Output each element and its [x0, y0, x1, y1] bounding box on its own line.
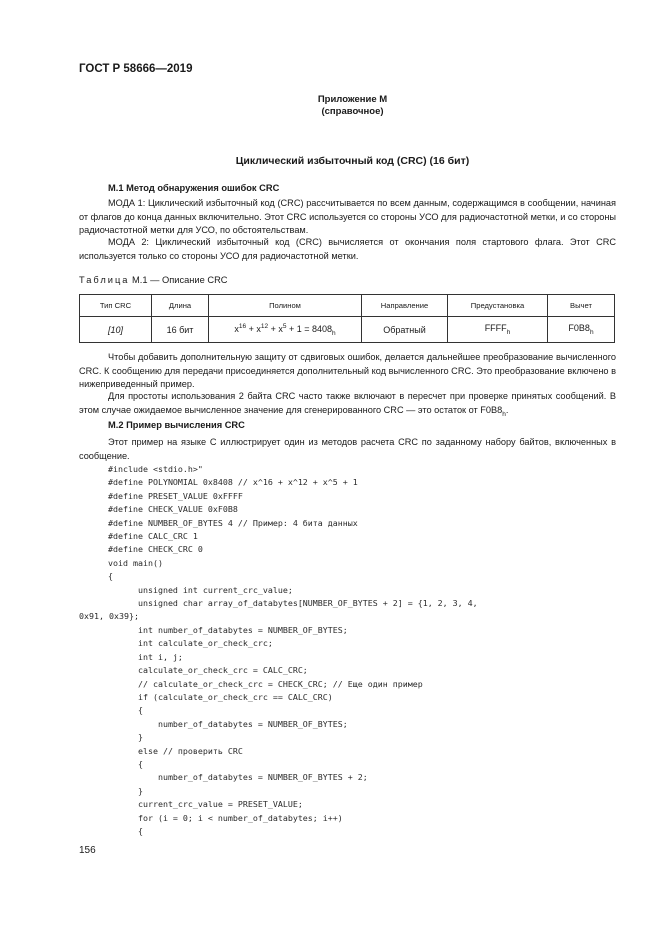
after-table-paragraph-1: Чтобы добавить дополнительную защиту от сдвиговых ошибок, делается дальнейшее преобразование вычисленного CRC. К сообщению для передачи присоединяется дополнительный код вычисленного CRC. Это преобразование включено в нижеприведенный пример.: [79, 352, 616, 389]
section-1-paragraph-2: МОДА 2: Циклический избыточный код (CRC) вычисляется от окончания поля стартового флага. Этот CRC используется только со стороны УСО для радиочастотной метки.: [79, 237, 616, 261]
code-line: else // проверить CRC: [108, 745, 243, 756]
code-line: int calculate_or_check_crc;: [108, 638, 273, 649]
cell-preset: $FFFF_h$: [448, 317, 548, 343]
code-line: int i, j;: [108, 651, 183, 662]
cell-polynomial: $x^{16} + x^{12} + x^5 + 1 = 8408_h$: [209, 317, 362, 343]
code-line: {: [108, 705, 143, 716]
code-line: unsigned char array_of_databytes[NUMBER_OF_BYTES + 2] = {1, 2, 3, 4,: [108, 598, 478, 609]
table-row: [80, 317, 615, 343]
code-line: // calculate_or_check_crc = CHECK_CRC; // Еще один пример: [108, 678, 423, 689]
code-line: {: [108, 825, 143, 836]
code-line: calculate_or_check_crc = CALC_CRC;: [108, 665, 308, 676]
code-line: #define CHECK_VALUE 0xF0B8: [108, 504, 238, 515]
code-line: #define POLYNOMIAL 0x8408 // x^16 + x^12 + x^5 + 1: [108, 477, 358, 488]
section-2-intro: Этот пример на языке С иллюстрирует один из методов расчета CRC по заданному набору байтов, включенных в сообщение.: [79, 437, 616, 461]
header-length: Длина: [152, 295, 209, 317]
code-line: if (calculate_or_check_crc == CALC_CRC): [108, 691, 333, 702]
header-preset: Предустановка: [448, 295, 548, 317]
code-line: #define NUMBER_OF_BYTES 4 // Пример: 4 бита данных: [108, 517, 358, 528]
header-direction: Направление: [362, 295, 448, 317]
section-1-heading: М.1 Метод обнаружения ошибок CRC: [108, 183, 280, 193]
code-line: #include <stdio.h>": [108, 464, 203, 474]
code-line: }: [108, 785, 143, 796]
standard-header: ГОСТ Р 58666—2019: [79, 63, 193, 75]
cell-length: 16 бит: [152, 317, 209, 343]
header-crc-type: Тип CRC: [80, 295, 152, 317]
code-line: current_crc_value = PRESET_VALUE;: [108, 799, 303, 810]
section-2-heading: М.2 Пример вычисления CRC: [108, 420, 245, 430]
section-1-paragraph-1: МОДА 1: Циклический избыточный код (CRC) рассчитывается по всем данным, содержащимся в сообщении, начиная от флагов до конца данных включительно. Этот CRC используется со стороны УСО для радиочастотной метки, и со стороны радиочастотной метки для УСО, по обстоятельствам.: [79, 198, 616, 235]
code-line: unsigned int current_crc_value;: [108, 584, 293, 595]
code-line: #define PRESET_VALUE 0xFFFF: [108, 490, 243, 501]
cell-residue: $F0B8_h$: [548, 317, 615, 343]
cell-direction: Обратный: [362, 317, 448, 343]
cell-crc-type: [10]: [80, 317, 152, 343]
crc-table: [79, 294, 615, 343]
code-line: number_of_databytes = NUMBER_OF_BYTES + 2;: [108, 772, 368, 783]
code-line: void main(): [108, 557, 163, 568]
page-number: 156: [79, 845, 96, 856]
header-residue: Вычет: [548, 295, 615, 317]
code-listing: [79, 463, 478, 838]
after-table-paragraph-2: Для простоты использования 2 байта CRC часто также включают в пересчет при проверке принятых сообщений. В этом случае ожидаемое вычисленное значение для сгенерированного CRC — это остаток от $F0B8_h$.: [79, 391, 616, 418]
code-line: }: [108, 732, 143, 743]
code-line: {: [108, 758, 143, 769]
code-line: {: [108, 571, 113, 582]
code-line: #define CALC_CRC 1: [108, 531, 198, 542]
main-title: Циклический избыточный код (CRC) (16 бит): [235, 155, 470, 167]
table-header-row: [80, 295, 615, 317]
appendix-title: Приложение М: [317, 94, 388, 105]
table-caption: Таблица М.1 — Описание CRC: [79, 275, 228, 285]
code-line: number_of_databytes = NUMBER_OF_BYTES;: [108, 718, 348, 729]
code-line: 0x91, 0x39};: [79, 611, 139, 622]
code-line: int number_of_databytes = NUMBER_OF_BYTES;: [108, 624, 348, 635]
code-line: #define CHECK_CRC 0: [108, 544, 203, 555]
header-polynomial: Полином: [209, 295, 362, 317]
appendix-note: (справочное): [321, 106, 384, 117]
code-line: for (i = 0; i < number_of_databytes; i++): [108, 812, 343, 823]
